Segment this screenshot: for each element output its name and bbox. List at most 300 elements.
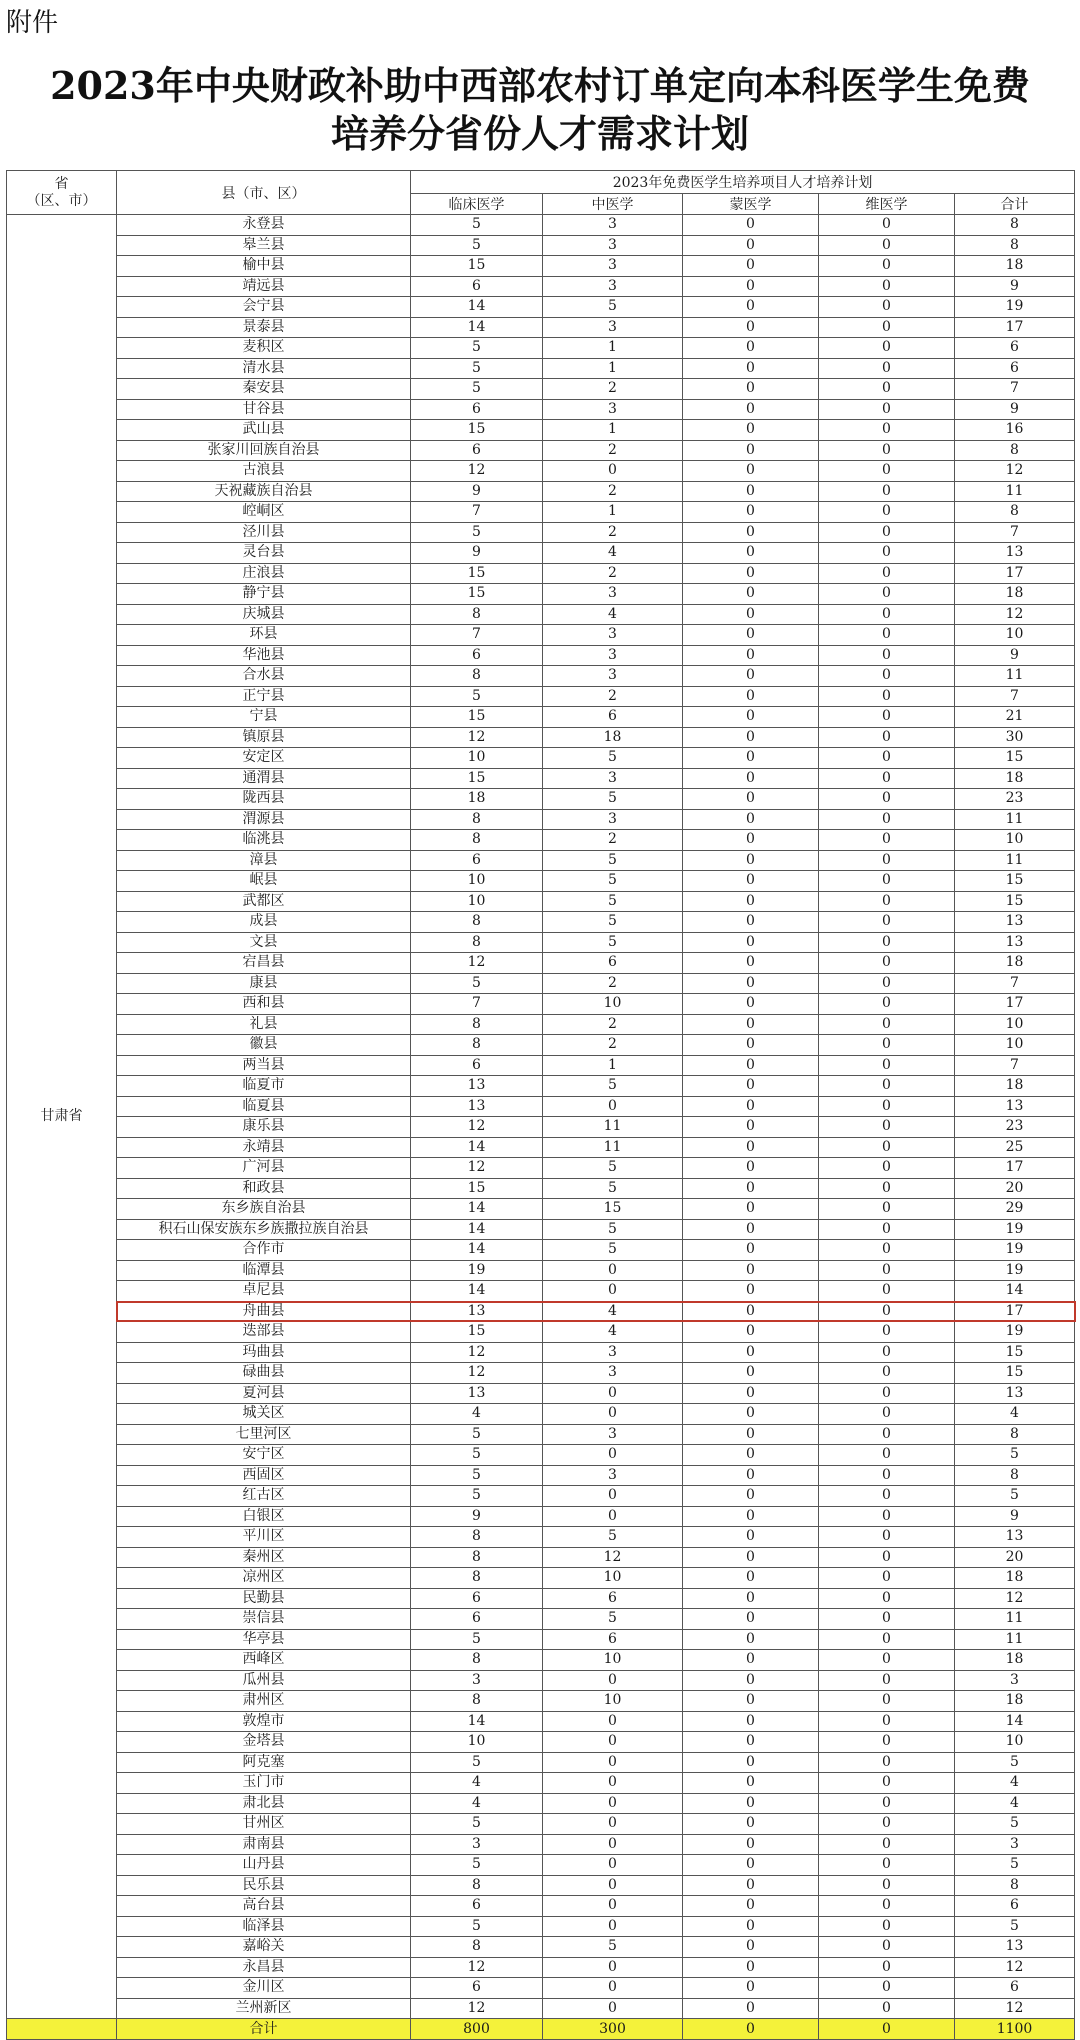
value-cell: 0 bbox=[819, 1404, 955, 1425]
county-cell: 成县 bbox=[117, 912, 411, 933]
value-cell: 0 bbox=[683, 317, 819, 338]
value-cell: 0 bbox=[543, 1404, 683, 1425]
table-row bbox=[7, 522, 1075, 543]
value-cell: 0 bbox=[819, 768, 955, 789]
value-cell: 5 bbox=[543, 912, 683, 933]
value-cell: 17 bbox=[955, 1158, 1075, 1179]
value-cell: 0 bbox=[819, 1527, 955, 1548]
table-row bbox=[7, 317, 1075, 338]
total-value-cell: 0 bbox=[683, 2019, 819, 2040]
county-cell: 宕昌县 bbox=[117, 953, 411, 974]
value-cell: 7 bbox=[411, 625, 543, 646]
value-cell: 11 bbox=[955, 850, 1075, 871]
table-row bbox=[7, 1363, 1075, 1384]
value-cell: 1 bbox=[543, 338, 683, 359]
value-cell: 12 bbox=[411, 1363, 543, 1384]
total-value-cell: 800 bbox=[411, 2019, 543, 2040]
table-row bbox=[7, 440, 1075, 461]
table-row bbox=[7, 850, 1075, 871]
value-cell: 0 bbox=[819, 1670, 955, 1691]
value-cell: 0 bbox=[683, 1916, 819, 1937]
table-row bbox=[7, 1732, 1075, 1753]
value-cell: 10 bbox=[411, 891, 543, 912]
value-cell: 8 bbox=[955, 235, 1075, 256]
value-cell: 15 bbox=[411, 563, 543, 584]
county-cell: 西峰区 bbox=[117, 1650, 411, 1671]
value-cell: 7 bbox=[955, 379, 1075, 400]
value-cell: 0 bbox=[819, 1650, 955, 1671]
value-cell: 3 bbox=[543, 625, 683, 646]
value-cell: 0 bbox=[683, 461, 819, 482]
table-row bbox=[7, 338, 1075, 359]
value-cell: 5 bbox=[411, 338, 543, 359]
value-cell: 0 bbox=[683, 1834, 819, 1855]
value-cell: 12 bbox=[411, 1342, 543, 1363]
value-cell: 19 bbox=[955, 1219, 1075, 1240]
value-cell: 0 bbox=[819, 645, 955, 666]
value-cell: 11 bbox=[955, 481, 1075, 502]
county-cell: 玉门市 bbox=[117, 1773, 411, 1794]
value-cell: 5 bbox=[955, 1486, 1075, 1507]
table-row bbox=[7, 871, 1075, 892]
value-cell: 0 bbox=[683, 1055, 819, 1076]
county-cell: 瓜州县 bbox=[117, 1670, 411, 1691]
value-cell: 5 bbox=[543, 1158, 683, 1179]
value-cell: 0 bbox=[819, 809, 955, 830]
value-cell: 0 bbox=[683, 666, 819, 687]
county-cell: 碌曲县 bbox=[117, 1363, 411, 1384]
table-row bbox=[7, 953, 1075, 974]
value-cell: 4 bbox=[411, 1793, 543, 1814]
value-cell: 10 bbox=[955, 1732, 1075, 1753]
value-cell: 4 bbox=[411, 1404, 543, 1425]
value-cell: 6 bbox=[411, 1978, 543, 1999]
value-cell: 5 bbox=[411, 522, 543, 543]
value-cell: 0 bbox=[819, 1137, 955, 1158]
value-cell: 0 bbox=[543, 1506, 683, 1527]
value-cell: 15 bbox=[955, 748, 1075, 769]
county-cell: 临洮县 bbox=[117, 830, 411, 851]
value-cell: 3 bbox=[411, 1670, 543, 1691]
value-cell: 5 bbox=[411, 215, 543, 236]
value-cell: 10 bbox=[411, 1732, 543, 1753]
value-cell: 0 bbox=[683, 399, 819, 420]
value-cell: 0 bbox=[683, 1035, 819, 1056]
value-cell: 0 bbox=[683, 1301, 819, 1322]
value-cell: 0 bbox=[819, 338, 955, 359]
table-row bbox=[7, 1609, 1075, 1630]
value-cell: 0 bbox=[683, 1732, 819, 1753]
value-cell: 0 bbox=[683, 584, 819, 605]
county-cell: 广河县 bbox=[117, 1158, 411, 1179]
value-cell: 12 bbox=[955, 1998, 1075, 2019]
value-cell: 15 bbox=[411, 420, 543, 441]
value-cell: 8 bbox=[955, 215, 1075, 236]
table-row bbox=[7, 1117, 1075, 1138]
value-cell: 0 bbox=[683, 891, 819, 912]
value-cell: 0 bbox=[683, 994, 819, 1015]
value-cell: 8 bbox=[411, 1035, 543, 1056]
value-cell: 3 bbox=[543, 256, 683, 277]
county-cell: 清水县 bbox=[117, 358, 411, 379]
value-cell: 0 bbox=[819, 830, 955, 851]
table-row bbox=[7, 1383, 1075, 1404]
value-cell: 0 bbox=[683, 871, 819, 892]
table-row bbox=[7, 563, 1075, 584]
table-row bbox=[7, 973, 1075, 994]
value-cell: 0 bbox=[683, 1158, 819, 1179]
value-cell: 0 bbox=[683, 932, 819, 953]
table-row bbox=[7, 1527, 1075, 1548]
county-cell: 临泽县 bbox=[117, 1916, 411, 1937]
value-cell: 18 bbox=[955, 256, 1075, 277]
total-value-cell: 1100 bbox=[955, 2019, 1075, 2040]
total-value-cell: 300 bbox=[543, 2019, 683, 2040]
value-cell: 9 bbox=[955, 645, 1075, 666]
county-cell: 积石山保安族东乡族撒拉族自治县 bbox=[117, 1219, 411, 1240]
table-row bbox=[7, 1568, 1075, 1589]
value-cell: 20 bbox=[955, 1178, 1075, 1199]
value-cell: 0 bbox=[683, 809, 819, 830]
value-cell: 13 bbox=[955, 1527, 1075, 1548]
value-cell: 0 bbox=[683, 1199, 819, 1220]
value-cell: 18 bbox=[955, 1076, 1075, 1097]
value-cell: 7 bbox=[955, 973, 1075, 994]
table-row bbox=[7, 297, 1075, 318]
value-cell: 19 bbox=[955, 1240, 1075, 1261]
value-cell: 5 bbox=[543, 297, 683, 318]
value-cell: 12 bbox=[411, 461, 543, 482]
value-cell: 0 bbox=[543, 1834, 683, 1855]
value-cell: 3 bbox=[543, 809, 683, 830]
value-cell: 13 bbox=[411, 1076, 543, 1097]
value-cell: 0 bbox=[683, 522, 819, 543]
value-cell: 19 bbox=[955, 297, 1075, 318]
table-row bbox=[7, 1773, 1075, 1794]
value-cell: 0 bbox=[683, 1609, 819, 1630]
value-cell: 4 bbox=[955, 1793, 1075, 1814]
county-cell: 文县 bbox=[117, 932, 411, 953]
value-cell: 0 bbox=[683, 748, 819, 769]
table-row bbox=[7, 1260, 1075, 1281]
county-cell: 临夏县 bbox=[117, 1096, 411, 1117]
value-cell: 8 bbox=[411, 830, 543, 851]
value-cell: 0 bbox=[683, 481, 819, 502]
value-cell: 8 bbox=[955, 1424, 1075, 1445]
value-cell: 5 bbox=[543, 1076, 683, 1097]
value-cell: 0 bbox=[819, 1752, 955, 1773]
value-cell: 12 bbox=[411, 953, 543, 974]
value-cell: 0 bbox=[819, 1281, 955, 1302]
county-cell: 泾川县 bbox=[117, 522, 411, 543]
county-cell: 两当县 bbox=[117, 1055, 411, 1076]
value-cell: 11 bbox=[543, 1137, 683, 1158]
value-cell: 13 bbox=[955, 1383, 1075, 1404]
table-row bbox=[7, 1896, 1075, 1917]
value-cell: 6 bbox=[411, 850, 543, 871]
value-cell: 15 bbox=[955, 1363, 1075, 1384]
value-cell: 0 bbox=[683, 235, 819, 256]
value-cell: 0 bbox=[819, 912, 955, 933]
value-cell: 0 bbox=[683, 276, 819, 297]
value-cell: 5 bbox=[543, 1240, 683, 1261]
value-cell: 2 bbox=[543, 522, 683, 543]
value-cell: 14 bbox=[411, 1219, 543, 1240]
table-row bbox=[7, 379, 1075, 400]
value-cell: 0 bbox=[683, 1875, 819, 1896]
table-row bbox=[7, 1014, 1075, 1035]
county-cell: 张家川回族自治县 bbox=[117, 440, 411, 461]
value-cell: 12 bbox=[411, 1117, 543, 1138]
value-cell: 10 bbox=[955, 1014, 1075, 1035]
table-row bbox=[7, 256, 1075, 277]
value-cell: 18 bbox=[543, 727, 683, 748]
value-cell: 14 bbox=[411, 297, 543, 318]
value-cell: 0 bbox=[543, 1773, 683, 1794]
county-cell: 东乡族自治县 bbox=[117, 1199, 411, 1220]
value-cell: 0 bbox=[683, 645, 819, 666]
value-cell: 30 bbox=[955, 727, 1075, 748]
total-row bbox=[7, 2019, 1075, 2040]
value-cell: 11 bbox=[955, 1609, 1075, 1630]
value-cell: 0 bbox=[683, 1383, 819, 1404]
value-cell: 0 bbox=[683, 543, 819, 564]
value-cell: 23 bbox=[955, 789, 1075, 810]
value-cell: 14 bbox=[411, 1137, 543, 1158]
table-row bbox=[7, 1178, 1075, 1199]
value-cell: 0 bbox=[819, 256, 955, 277]
value-cell: 0 bbox=[543, 1670, 683, 1691]
value-cell: 0 bbox=[683, 440, 819, 461]
table-row bbox=[7, 727, 1075, 748]
value-cell: 5 bbox=[543, 1937, 683, 1958]
value-cell: 15 bbox=[955, 1342, 1075, 1363]
value-cell: 0 bbox=[683, 1281, 819, 1302]
value-cell: 10 bbox=[543, 1568, 683, 1589]
county-cell: 永登县 bbox=[117, 215, 411, 236]
value-cell: 10 bbox=[543, 1650, 683, 1671]
table-row bbox=[7, 1670, 1075, 1691]
value-cell: 0 bbox=[819, 1117, 955, 1138]
value-cell: 0 bbox=[683, 707, 819, 728]
county-cell: 甘谷县 bbox=[117, 399, 411, 420]
value-cell: 12 bbox=[955, 1588, 1075, 1609]
value-cell: 13 bbox=[955, 1937, 1075, 1958]
value-cell: 18 bbox=[955, 584, 1075, 605]
county-cell: 康县 bbox=[117, 973, 411, 994]
value-cell: 17 bbox=[955, 994, 1075, 1015]
value-cell: 0 bbox=[543, 1978, 683, 1999]
value-cell: 6 bbox=[543, 1629, 683, 1650]
table-row bbox=[7, 235, 1075, 256]
value-cell: 2 bbox=[543, 563, 683, 584]
county-cell: 华池县 bbox=[117, 645, 411, 666]
value-cell: 0 bbox=[819, 748, 955, 769]
value-cell: 0 bbox=[819, 1055, 955, 1076]
county-cell: 卓尼县 bbox=[117, 1281, 411, 1302]
value-cell: 29 bbox=[955, 1199, 1075, 1220]
value-cell: 0 bbox=[819, 1773, 955, 1794]
value-cell: 10 bbox=[411, 871, 543, 892]
value-cell: 3 bbox=[543, 215, 683, 236]
value-cell: 0 bbox=[543, 1281, 683, 1302]
value-cell: 0 bbox=[819, 215, 955, 236]
county-cell: 华亭县 bbox=[117, 1629, 411, 1650]
table-row bbox=[7, 543, 1075, 564]
table-row bbox=[7, 1588, 1075, 1609]
value-cell: 0 bbox=[683, 1014, 819, 1035]
value-cell: 9 bbox=[411, 1506, 543, 1527]
value-cell: 0 bbox=[683, 502, 819, 523]
value-cell: 0 bbox=[683, 1568, 819, 1589]
county-cell: 临潭县 bbox=[117, 1260, 411, 1281]
value-cell: 5 bbox=[411, 1629, 543, 1650]
table-row bbox=[7, 1629, 1075, 1650]
value-cell: 0 bbox=[819, 543, 955, 564]
county-cell: 甘州区 bbox=[117, 1814, 411, 1835]
value-cell: 5 bbox=[955, 1916, 1075, 1937]
county-cell: 肃南县 bbox=[117, 1834, 411, 1855]
value-cell: 5 bbox=[411, 1814, 543, 1835]
value-cell: 0 bbox=[819, 1465, 955, 1486]
county-cell: 庆城县 bbox=[117, 604, 411, 625]
value-cell: 9 bbox=[411, 481, 543, 502]
county-cell: 麦积区 bbox=[117, 338, 411, 359]
value-cell: 0 bbox=[683, 379, 819, 400]
table-row bbox=[7, 1486, 1075, 1507]
value-cell: 11 bbox=[955, 809, 1075, 830]
value-cell: 0 bbox=[683, 1527, 819, 1548]
table-row bbox=[7, 276, 1075, 297]
value-cell: 0 bbox=[819, 1834, 955, 1855]
value-cell: 12 bbox=[411, 1957, 543, 1978]
value-cell: 0 bbox=[543, 1875, 683, 1896]
value-cell: 6 bbox=[411, 645, 543, 666]
value-cell: 5 bbox=[543, 1178, 683, 1199]
value-cell: 3 bbox=[411, 1834, 543, 1855]
table-row bbox=[7, 891, 1075, 912]
value-cell: 7 bbox=[411, 994, 543, 1015]
county-cell: 金塔县 bbox=[117, 1732, 411, 1753]
value-cell: 0 bbox=[819, 850, 955, 871]
value-cell: 6 bbox=[411, 1609, 543, 1630]
value-cell: 8 bbox=[955, 1875, 1075, 1896]
value-cell: 0 bbox=[819, 522, 955, 543]
value-cell: 6 bbox=[411, 1588, 543, 1609]
value-cell: 12 bbox=[411, 1998, 543, 2019]
value-cell: 8 bbox=[411, 932, 543, 953]
value-cell: 19 bbox=[411, 1260, 543, 1281]
value-cell: 0 bbox=[819, 1096, 955, 1117]
table-row bbox=[7, 1301, 1075, 1322]
value-cell: 0 bbox=[819, 584, 955, 605]
value-cell: 3 bbox=[543, 276, 683, 297]
value-cell: 8 bbox=[411, 1691, 543, 1712]
value-cell: 12 bbox=[411, 1158, 543, 1179]
county-cell: 山丹县 bbox=[117, 1855, 411, 1876]
table-row bbox=[7, 748, 1075, 769]
table-row bbox=[7, 1240, 1075, 1261]
value-cell: 0 bbox=[819, 440, 955, 461]
county-cell: 崇信县 bbox=[117, 1609, 411, 1630]
value-cell: 13 bbox=[955, 932, 1075, 953]
table-row bbox=[7, 1281, 1075, 1302]
value-cell: 6 bbox=[955, 358, 1075, 379]
value-cell: 0 bbox=[819, 297, 955, 318]
county-cell: 肃州区 bbox=[117, 1691, 411, 1712]
value-cell: 0 bbox=[819, 953, 955, 974]
value-cell: 0 bbox=[683, 830, 819, 851]
document-title bbox=[0, 62, 1080, 158]
value-cell: 0 bbox=[819, 399, 955, 420]
value-cell: 14 bbox=[411, 1711, 543, 1732]
value-cell: 5 bbox=[543, 748, 683, 769]
value-cell: 0 bbox=[683, 1076, 819, 1097]
value-cell: 0 bbox=[683, 1322, 819, 1343]
value-cell: 13 bbox=[955, 1096, 1075, 1117]
table-row bbox=[7, 1424, 1075, 1445]
value-cell: 0 bbox=[819, 1547, 955, 1568]
value-cell: 4 bbox=[955, 1773, 1075, 1794]
table-row bbox=[7, 1506, 1075, 1527]
table-row bbox=[7, 1793, 1075, 1814]
value-cell: 0 bbox=[819, 1035, 955, 1056]
value-cell: 4 bbox=[543, 1322, 683, 1343]
value-cell: 0 bbox=[819, 1875, 955, 1896]
value-cell: 0 bbox=[683, 625, 819, 646]
value-cell: 15 bbox=[411, 1178, 543, 1199]
value-cell: 7 bbox=[955, 686, 1075, 707]
value-cell: 6 bbox=[411, 276, 543, 297]
value-cell: 6 bbox=[411, 1896, 543, 1917]
table-row bbox=[7, 1814, 1075, 1835]
table-row bbox=[7, 399, 1075, 420]
value-cell: 0 bbox=[683, 1424, 819, 1445]
value-cell: 0 bbox=[683, 850, 819, 871]
value-cell: 0 bbox=[543, 1732, 683, 1753]
value-cell: 0 bbox=[819, 317, 955, 338]
value-cell: 0 bbox=[683, 768, 819, 789]
value-cell: 13 bbox=[411, 1383, 543, 1404]
value-cell: 0 bbox=[819, 1957, 955, 1978]
county-cell: 天祝藏族自治县 bbox=[117, 481, 411, 502]
value-cell: 0 bbox=[819, 1260, 955, 1281]
value-cell: 0 bbox=[543, 1793, 683, 1814]
value-cell: 0 bbox=[683, 1588, 819, 1609]
value-cell: 15 bbox=[411, 1322, 543, 1343]
table-row bbox=[7, 1691, 1075, 1712]
county-cell: 庄浪县 bbox=[117, 563, 411, 584]
value-cell: 2 bbox=[543, 379, 683, 400]
value-cell: 5 bbox=[543, 1219, 683, 1240]
value-cell: 0 bbox=[543, 461, 683, 482]
value-cell: 0 bbox=[819, 1424, 955, 1445]
value-cell: 8 bbox=[955, 440, 1075, 461]
value-cell: 1 bbox=[543, 1055, 683, 1076]
county-cell: 和政县 bbox=[117, 1178, 411, 1199]
value-cell: 0 bbox=[683, 1465, 819, 1486]
table-row bbox=[7, 1199, 1075, 1220]
value-cell: 12 bbox=[955, 461, 1075, 482]
value-cell: 5 bbox=[411, 1486, 543, 1507]
table-row bbox=[7, 502, 1075, 523]
value-cell: 0 bbox=[819, 707, 955, 728]
value-cell: 8 bbox=[411, 809, 543, 830]
value-cell: 6 bbox=[543, 1588, 683, 1609]
value-cell: 0 bbox=[819, 502, 955, 523]
table-row bbox=[7, 645, 1075, 666]
value-cell: 8 bbox=[411, 1568, 543, 1589]
